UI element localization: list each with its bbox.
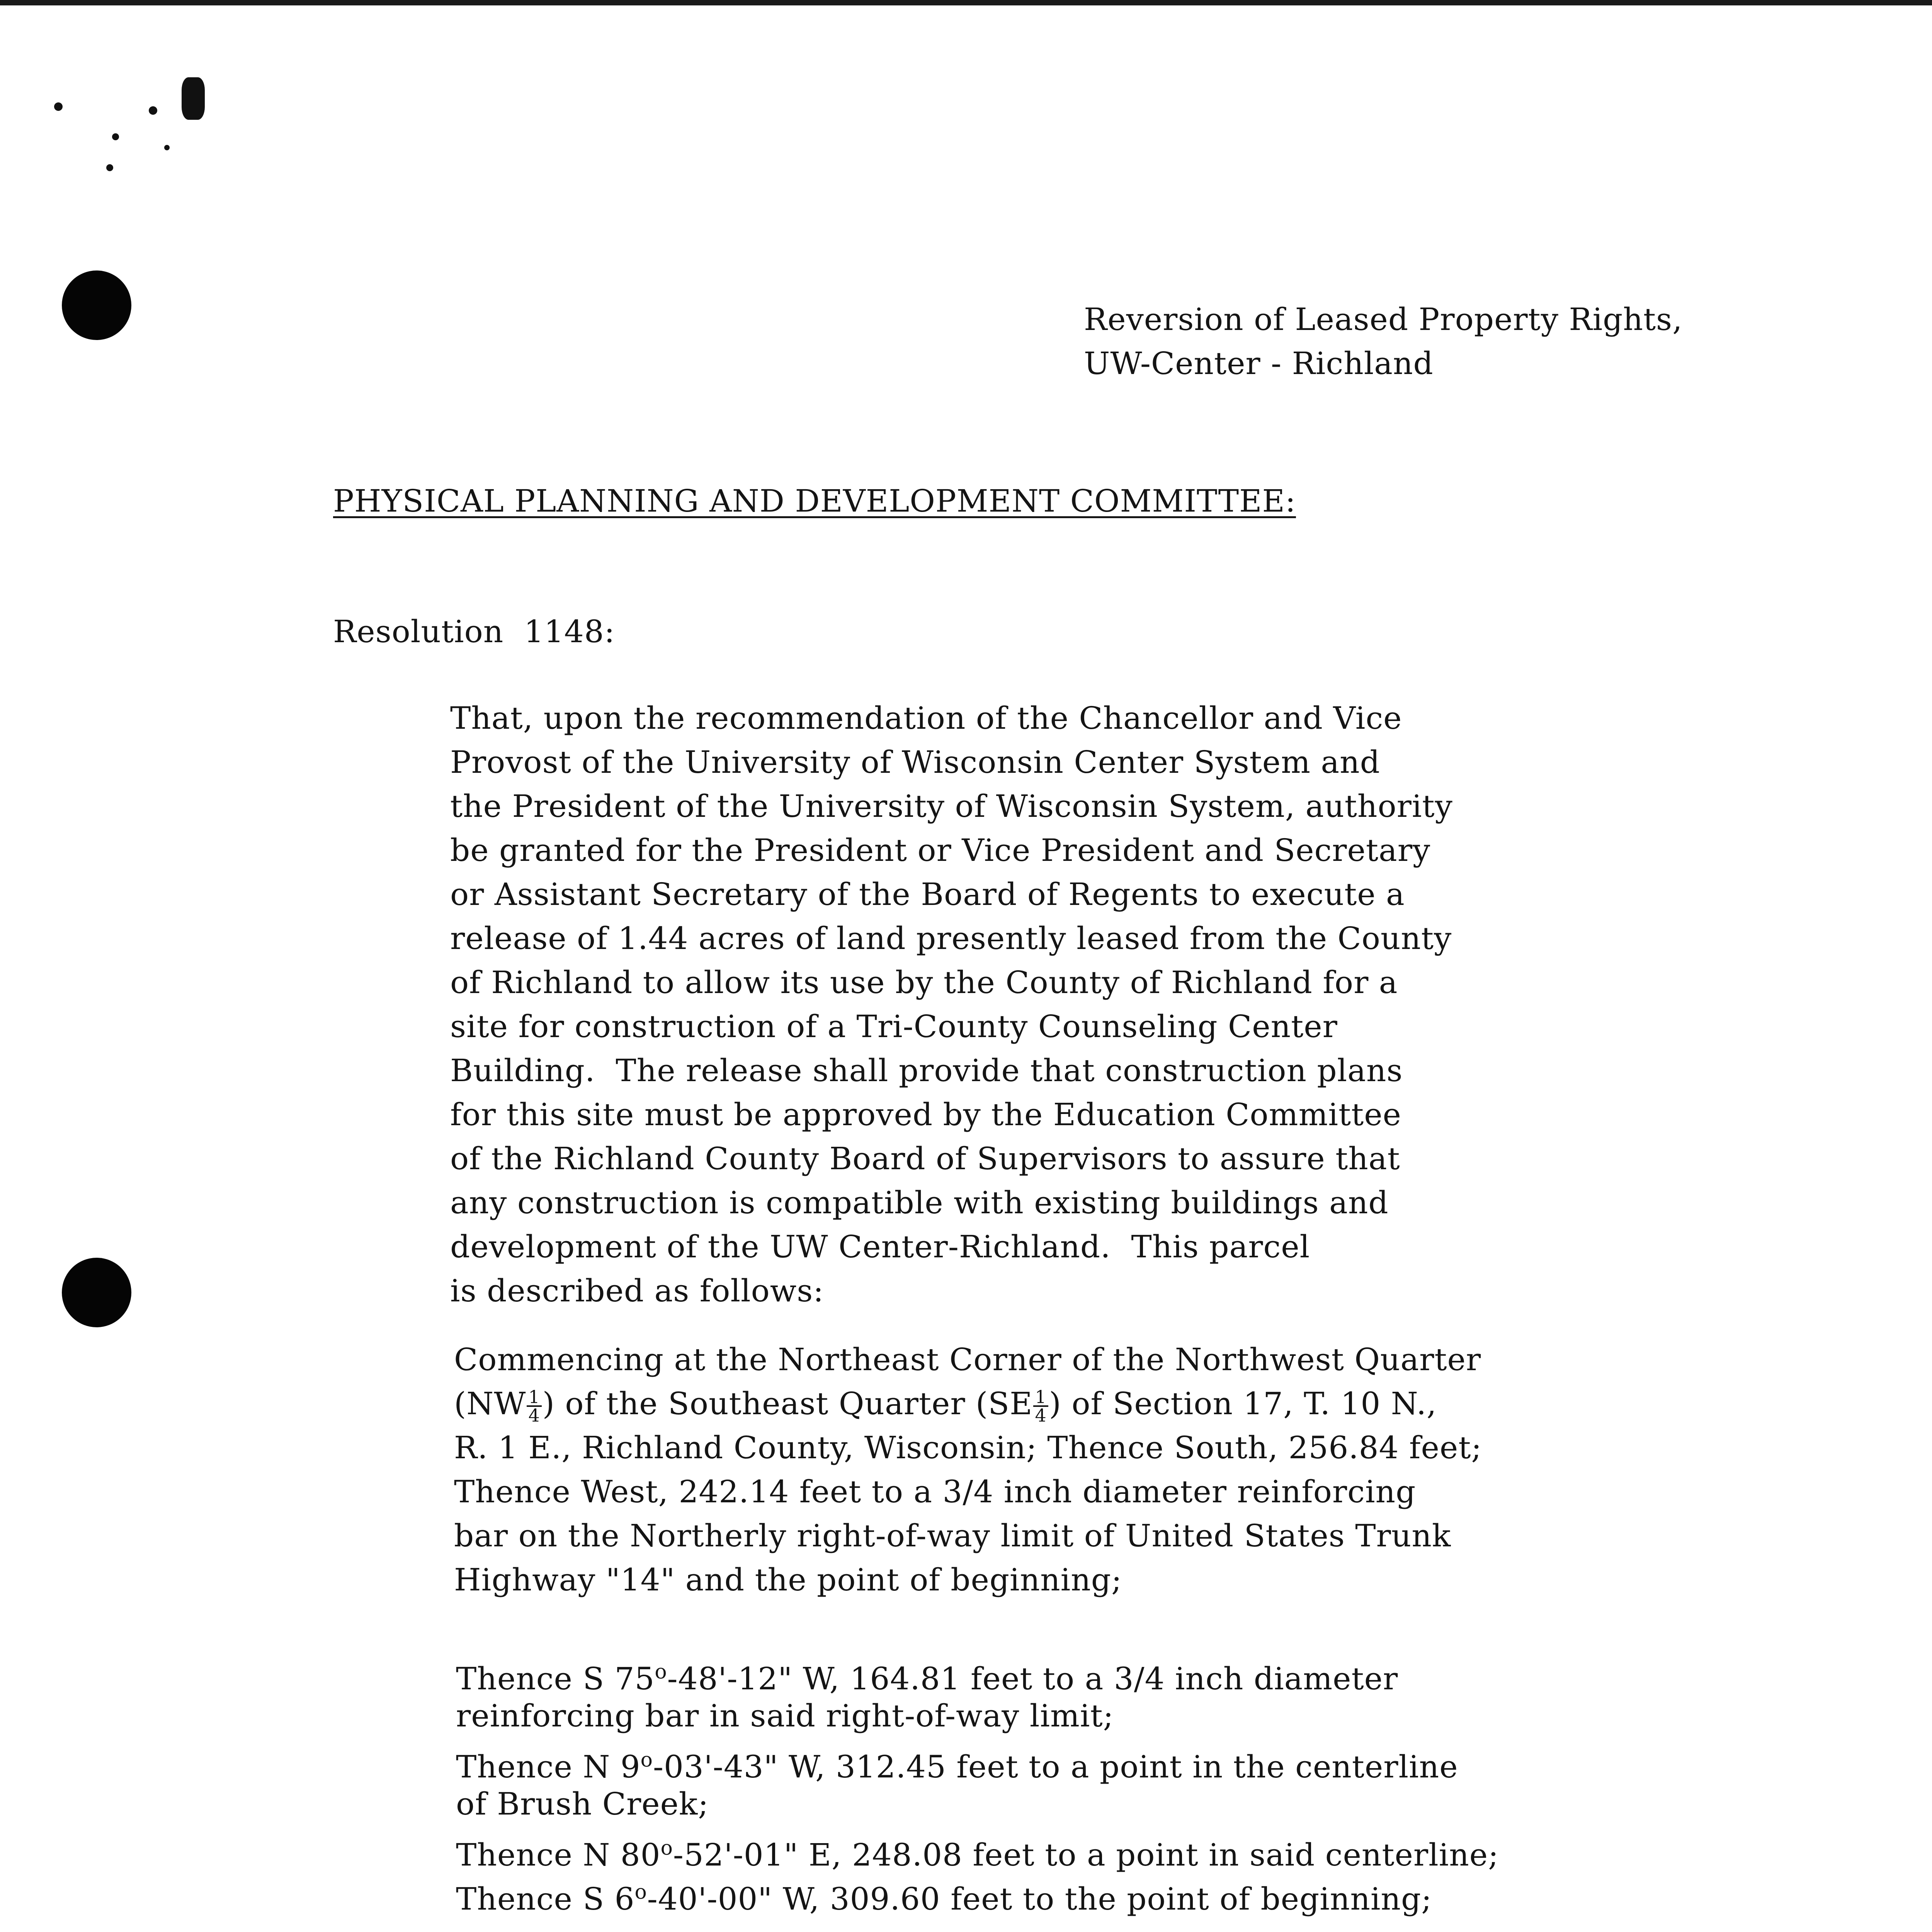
document-title-line-2: UW-Center - Richland [1084,345,1434,381]
course-line: Thence S 6$^o$-40'-00" W, 309.60 feet to the point of beginning; [456,1881,1432,1917]
body-line: the President of the University of Wisconsin System, authority [450,788,1453,824]
body-line: development of the UW Center-Richland. This parcel [450,1229,1310,1265]
course-line: reinforcing bar in said right-of-way limit; [456,1698,1114,1734]
scan-speck [149,106,157,115]
desc-line: Commencing at the Northeast Corner of the Northwest Quarter [454,1342,1481,1378]
course-line: Thence N 80$^o$-52'-01" E, 248.08 feet to a point in said centerline; [456,1837,1499,1873]
desc-line: Thence West, 242.14 feet to a 3/4 inch diameter reinforcing [454,1474,1416,1510]
body-line: for this site must be approved by the Education Committee [450,1097,1401,1133]
body-line: or Assistant Secretary of the Board of Regents to execute a [450,876,1405,912]
desc-line: R. 1 E., Richland County, Wisconsin; Thence South, 256.84 feet; [454,1430,1482,1466]
scan-speck [54,102,63,111]
body-line: Provost of the University of Wisconsin Center System and [450,744,1380,780]
body-line: of Richland to allow its use by the County of Richland for a [450,964,1398,1000]
desc-line: bar on the Northerly right-of-way limit of United States Trunk [454,1518,1451,1554]
body-line: Building. The release shall provide that construction plans [450,1053,1403,1088]
scan-speck [106,164,113,171]
desc-line: (NW $\frac{1}{4}$ ) of the Southeast Quarter (SE $\frac{1}{4}$ ) of Section 17, T. 10 N., [454,1386,1437,1426]
resolution-number: Resolution 1148: [333,614,615,650]
desc-line: Highway "14" and the point of beginning; [454,1562,1122,1598]
body-line: any construction is compatible with existing buildings and [450,1185,1389,1221]
scan-edge-top [0,0,1932,5]
body-line: is described as follows: [450,1273,824,1309]
scan-speck [164,145,170,150]
punch-hole-middle [62,1258,131,1327]
fraction-one-quarter: $\frac{1}{4}$ [1033,1388,1048,1424]
scan-speck [182,77,205,120]
course-line: Thence S 75$^o$-48'-12" W, 164.81 feet to a 3/4 inch diameter [456,1660,1398,1697]
committee-heading: PHYSICAL PLANNING AND DEVELOPMENT COMMITTEE: [333,483,1296,519]
fraction-one-quarter: $\frac{1}{4}$ [527,1388,541,1424]
punch-hole-top [62,270,131,340]
body-line: That, upon the recommendation of the Chancellor and Vice [450,700,1402,736]
course-line: Thence N 9$^o$-03'-43" W, 312.45 feet to a point in the centerline [456,1748,1458,1785]
body-line: site for construction of a Tri-County Counseling Center [450,1009,1338,1044]
course-line: of Brush Creek; [456,1786,709,1822]
body-line: of the Richland County Board of Supervisors to assure that [450,1141,1400,1177]
document-title-line-1: Reversion of Leased Property Rights, [1084,301,1683,337]
body-line: be granted for the President or Vice President and Secretary [450,832,1431,868]
scan-speck [112,133,119,140]
body-line: release of 1.44 acres of land presently leased from the County [450,920,1452,956]
